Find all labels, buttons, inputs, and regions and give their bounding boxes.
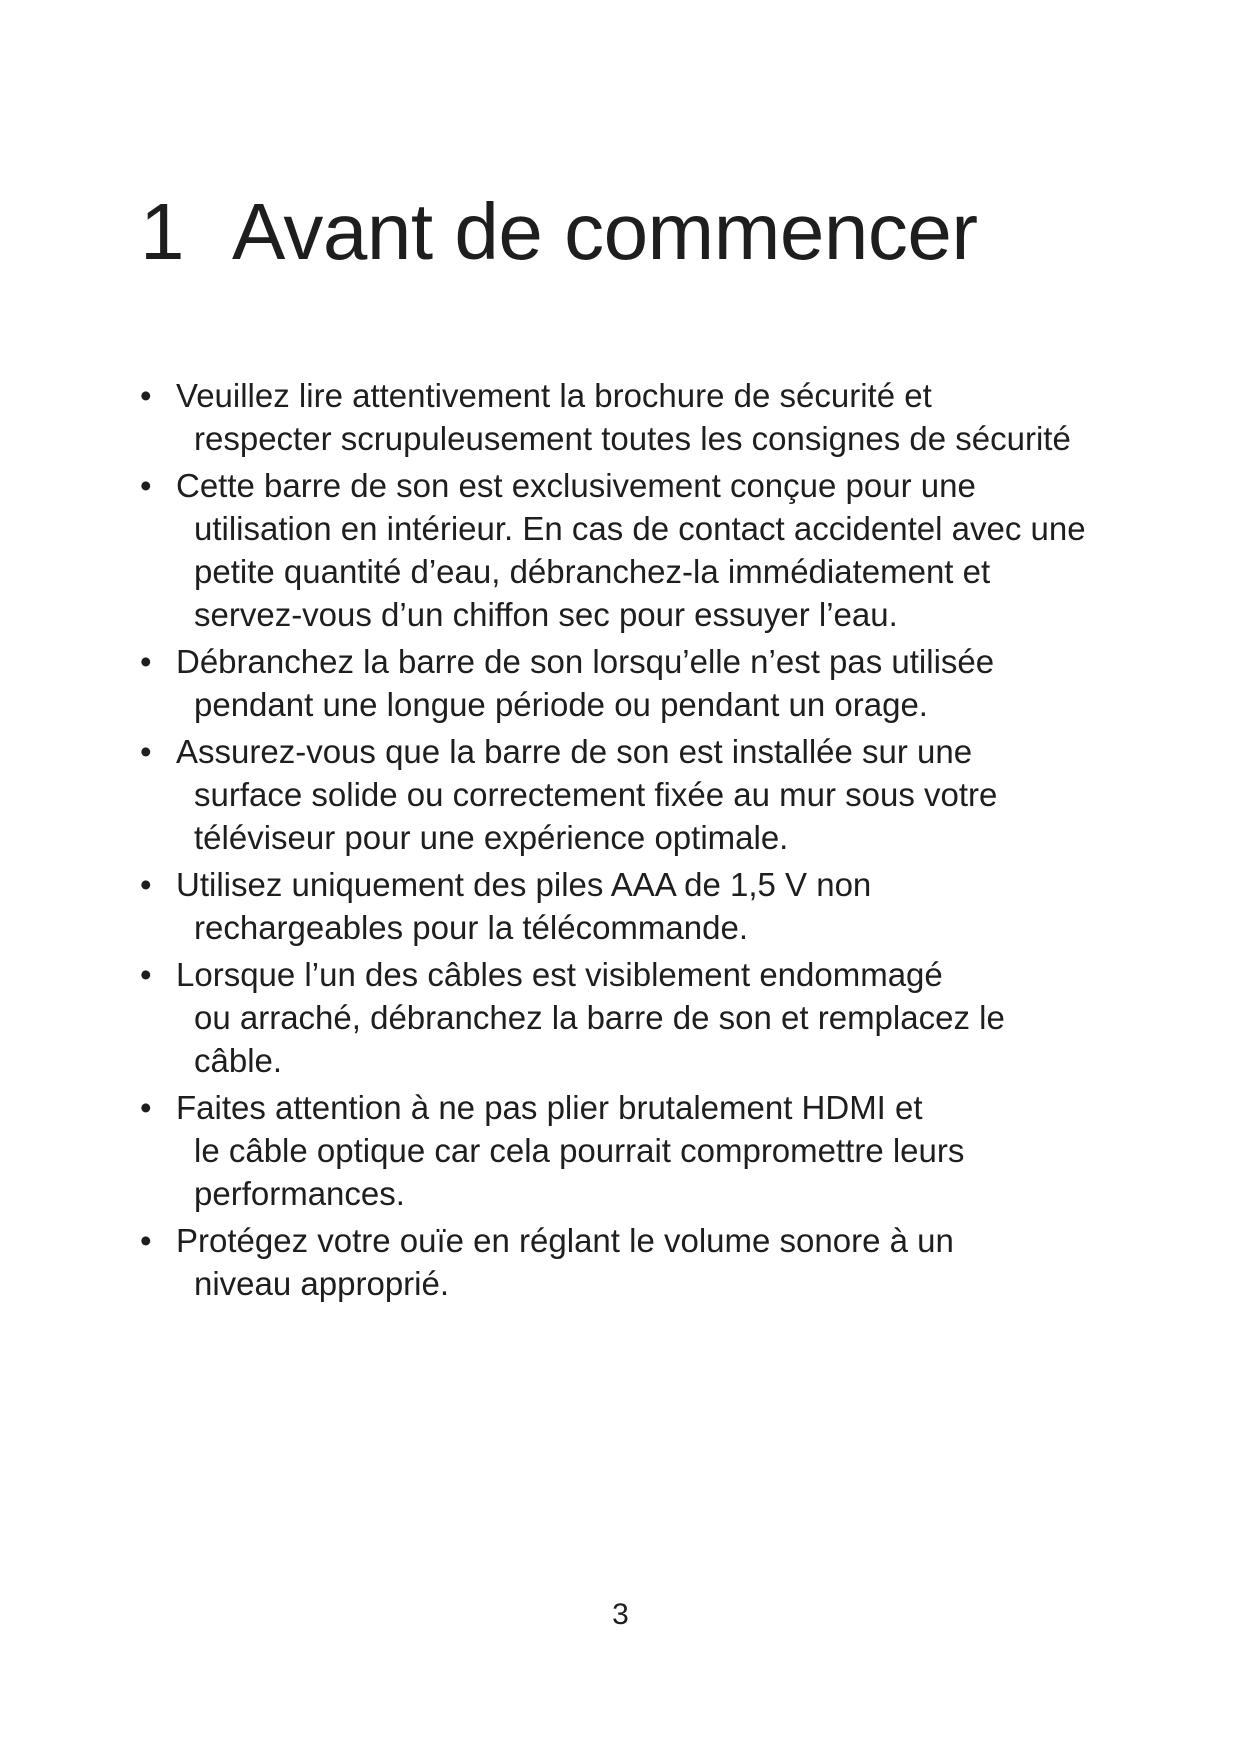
- safety-instructions-list: [140, 374, 1100, 1309]
- section-title: Avant de commencer: [232, 187, 978, 276]
- list-item-text-continuation: niveau approprié.: [194, 1265, 450, 1302]
- list-item-text-first-line: Protégez votre ouïe en réglant le volume sonore à un: [176, 1222, 954, 1259]
- list-item: [140, 640, 1100, 726]
- list-item-text-continuation: le câble optique car cela pourrait compromettre leurs performances.: [194, 1132, 965, 1212]
- list-item-text-first-line: Assurez-vous que la barre de son est installée sur une: [176, 733, 973, 770]
- list-item-text-continuation: utilisation en intérieur. En cas de contact accidentel avec une petite quantité d’eau, débranchez-la immédiatement et servez-vous d’un chiffon sec pour essuyer l’eau.: [194, 510, 1086, 633]
- list-item-text-continuation: pendant une longue période ou pendant un orage.: [194, 686, 928, 723]
- bullet-icon: •: [140, 1222, 152, 1259]
- section-heading: [140, 187, 978, 276]
- list-item: [140, 464, 1100, 636]
- list-item: [140, 953, 1100, 1082]
- bullet-icon: •: [140, 1089, 152, 1126]
- list-item: [140, 1086, 1100, 1215]
- list-item-text-continuation: respecter scrupuleusement toutes les consignes de sécurité: [194, 420, 1071, 457]
- page-number: 3: [612, 1598, 629, 1631]
- bullet-icon: •: [140, 956, 152, 993]
- list-item: [140, 374, 1100, 460]
- bullet-icon: •: [140, 733, 152, 770]
- list-item: [140, 1219, 1100, 1305]
- bullet-icon: •: [140, 866, 152, 903]
- bullet-icon: •: [140, 643, 152, 680]
- list-item-text-continuation: ou arraché, débranchez la barre de son et remplacez le câble.: [194, 999, 1005, 1079]
- list-item-text-first-line: Lorsque l’un des câbles est visiblement endommagé: [176, 956, 943, 993]
- section-number: 1: [140, 187, 184, 276]
- list-item-text-continuation: rechargeables pour la télécommande.: [194, 909, 748, 946]
- list-item-text-first-line: Cette barre de son est exclusivement conçue pour une: [176, 467, 976, 504]
- list-item: [140, 863, 1100, 949]
- list-item-text-first-line: Débranchez la barre de son lorsqu’elle n’est pas utilisée: [176, 643, 995, 680]
- bullet-icon: •: [140, 467, 152, 504]
- list-item-text-continuation: surface solide ou correctement fixée au mur sous votre téléviseur pour une expérience optimale.: [194, 776, 998, 856]
- list-item-text-first-line: Faites attention à ne pas plier brutalement HDMI et: [176, 1089, 923, 1126]
- bullet-icon: •: [140, 377, 152, 414]
- list-item-text-first-line: Utilisez uniquement des piles AAA de 1,5 V non: [176, 866, 872, 903]
- list-item-text-first-line: Veuillez lire attentivement la brochure de sécurité et: [176, 377, 932, 414]
- list-item: [140, 730, 1100, 859]
